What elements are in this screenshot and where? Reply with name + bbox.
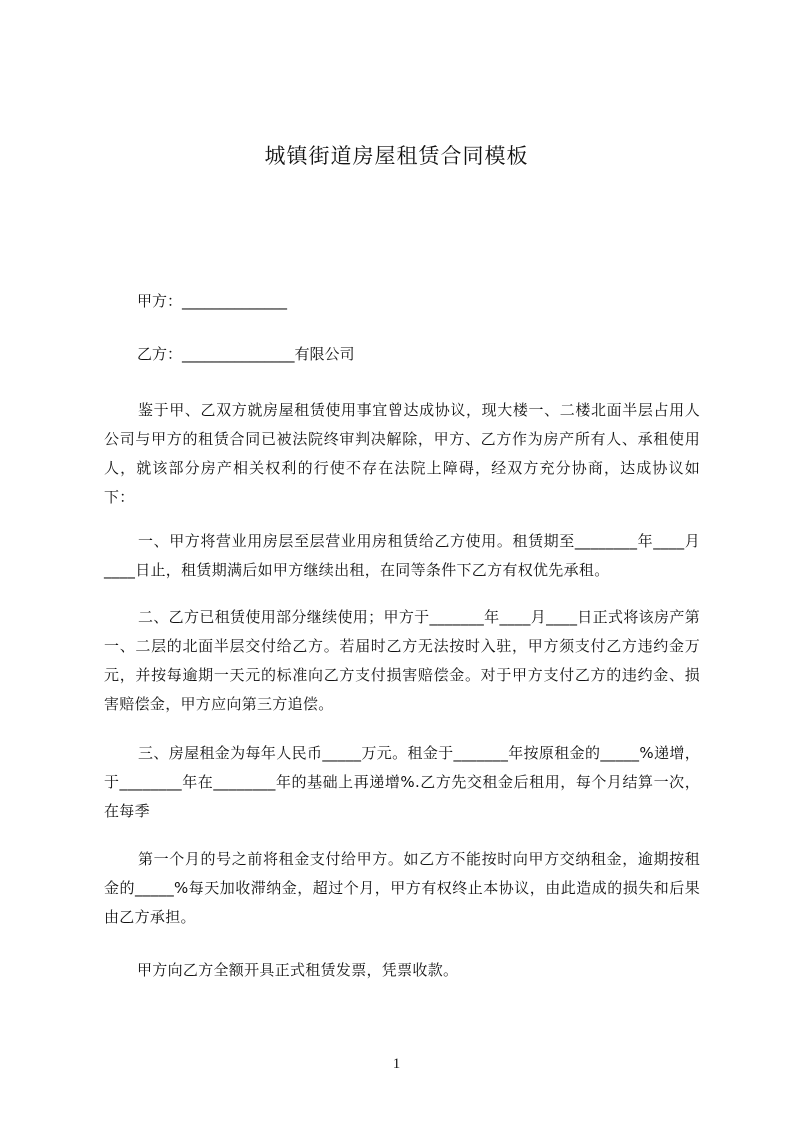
paragraph-preamble: 鉴于甲、乙双方就房屋租赁使用事宜曾达成协议，现大楼一、二楼北面半层占用人公司与甲方的租赁合同已被法院终审判决解除，甲方、乙方作为房产所有人、承租使用人，就该部分房产相关权利的行使不存在法院上障碍，经双方充分协商，达成协议如下：	[104, 401, 700, 506]
party-a-line: 甲方：______________	[137, 292, 288, 310]
paragraph-clause-2: 二、乙方已租赁使用部分继续使用；甲方于_______年____月____日正式将该房产第一、二层的北面半层交付给乙方。若届时乙方无法按时入驻，甲方须支付乙方违约金万元，并按每逾期一天元的标准向乙方支付损害赔偿金。对于甲方支付乙方的违约金、损害赔偿金，甲方应向第三方追偿。	[104, 608, 700, 713]
page-number: 1	[392, 1056, 401, 1072]
paragraph-clause-3: 三、房屋租金为每年人民币_____万元。租金于_______年按原租金的_____%递增，于________年在________年的基础上再递增%.乙方先交租金后租用，每个月结算一次，在每季	[104, 744, 700, 820]
document-title: 城镇街道房屋租赁合同模板	[264, 144, 529, 168]
paragraph-invoice: 甲方向乙方全额开具正式租赁发票，凭票收款。	[137, 961, 459, 979]
paragraph-clause-1: 一、甲方将营业用房层至层营业用房租赁给乙方使用。租赁期至________年____月____日止，租赁期满后如甲方继续出租，在同等条件下乙方有权优先承租。	[104, 532, 700, 579]
party-b-line: 乙方：_______________有限公司	[137, 345, 355, 363]
paragraph-clause-3-continued: 第一个月的号之前将租金支付给甲方。如乙方不能按时向甲方交纳租金，逾期按租金的_____%每天加收滞纳金，超过个月，甲方有权终止本协议，由此造成的损失和后果由乙方承担。	[104, 850, 700, 926]
